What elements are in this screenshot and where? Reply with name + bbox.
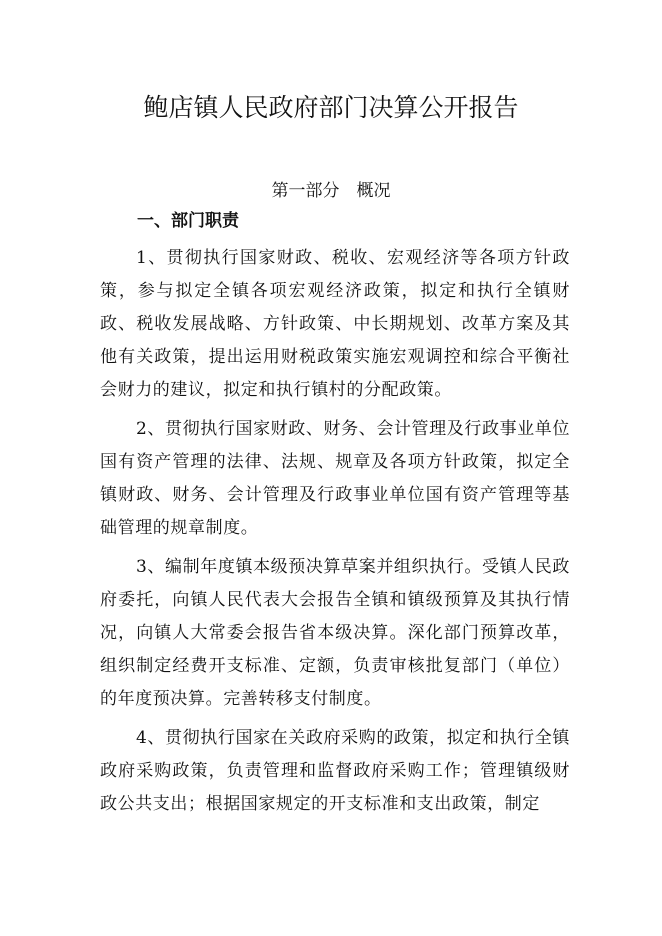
section-heading: 一、部门职责 [137,211,239,231]
document-title: 鲍店镇人民政府部门决算公开报告 [143,93,519,122]
paragraph-1: 1、贯彻执行国家财政、税收、宏观经济等各项方针政策，参与拟定全镇各项宏观经济政策，拟定和执行全镇财政、税收发展战略、方针政策、中长期规划、改革方案及其他有关政策，提出运用财税政策实施宏观调控和综合平衡社会财力的建议，拟定和执行镇村的分配政策。 [100,248,570,400]
paragraph-2: 2、贯彻执行国家财政、财务、会计管理及行政事业单位国有资产管理的法律、法规、规章及各项方针政策，拟定全镇财政、财务、会计管理及行政事业单位国有资产管理等基础管理的规章制度。 [100,419,570,538]
part-heading: 第一部分 概况 [271,181,391,201]
paragraph-3: 3、编制年度镇本级预决算草案并组织执行。受镇人民政府委托，向镇人民代表大会报告全镇和镇级预算及其执行情况，向镇人大常委会报告省本级决算。深化部门预算改革，组织制定经费开支标准、定额，负责审核批复部门（单位）的年度预决算。完善转移支付制度。 [100,557,570,709]
paragraph-4: 4、贯彻执行国家在关政府采购的政策，拟定和执行全镇政府采购政策，负责管理和监督政府采购工作；管理镇级财政公共支出；根据国家规定的开支标准和支出政策，制定 [100,728,570,814]
document-body [100,242,570,827]
